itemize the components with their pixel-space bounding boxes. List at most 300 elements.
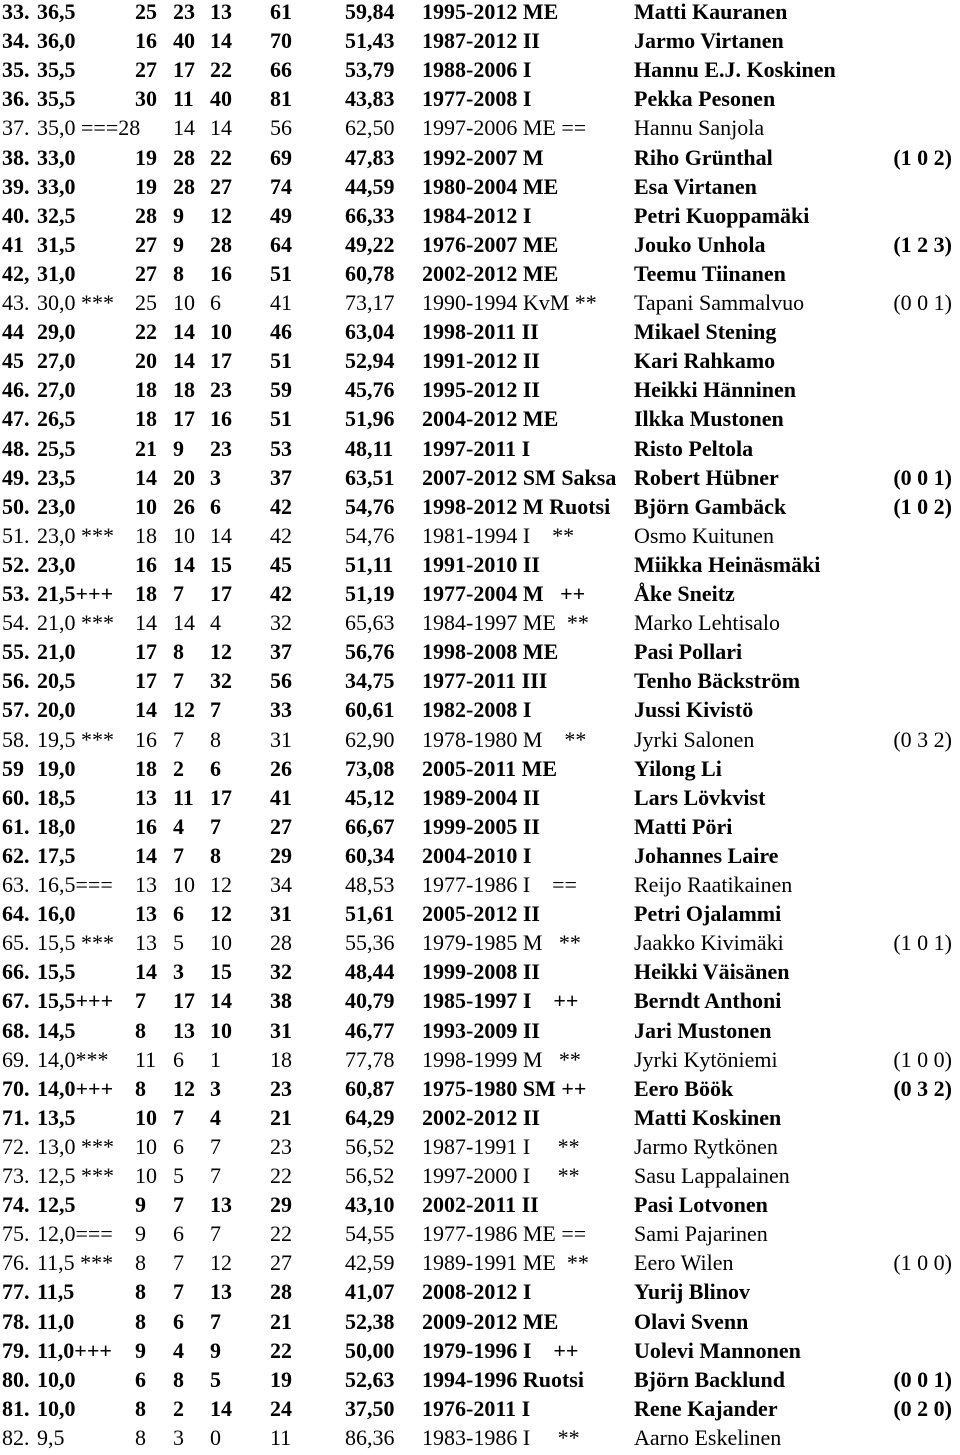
cell-n2: 9 <box>173 202 184 228</box>
cell-years: 2007-2012 SM Saksa <box>422 464 617 490</box>
cell-name: Yurij Blinov <box>634 1279 750 1305</box>
cell-n3: 5 <box>210 1366 221 1392</box>
cell-rank: 80. <box>2 1366 30 1392</box>
cell-n2: 12 <box>173 697 195 723</box>
cell-score: 33,0 <box>37 144 76 170</box>
cell-n3: 4 <box>210 610 221 636</box>
cell-rank: 35. <box>2 57 30 83</box>
cell-pct: 64,29 <box>345 1104 395 1130</box>
cell-score: 13,5 <box>37 1104 76 1130</box>
cell-games: 28 <box>270 1279 292 1305</box>
cell-pct: 65,63 <box>345 610 395 636</box>
cell-n1: 9 <box>135 1221 146 1247</box>
cell-pct: 66,33 <box>345 202 395 228</box>
cell-n2: 14 <box>173 319 195 345</box>
cell-name: Matti Koskinen <box>634 1104 782 1130</box>
cell-n2: 7 <box>173 1104 184 1130</box>
cell-years: 1977-1986 I == <box>422 872 577 897</box>
cell-score: 21,0 *** <box>37 610 114 636</box>
table-row <box>0 728 960 757</box>
cell-name: Sami Pajarinen <box>634 1221 768 1247</box>
cell-n1: 9 <box>135 1337 146 1363</box>
cell-n1: 27 <box>135 57 157 83</box>
cell-years: 1975-1980 SM ++ <box>422 1075 587 1101</box>
cell-games: 31 <box>270 726 292 752</box>
cell-pct: 42,59 <box>345 1250 395 1276</box>
cell-n1: 8 <box>135 1308 146 1334</box>
table-row <box>0 495 960 524</box>
table-row <box>0 815 960 844</box>
cell-rank: 54. <box>2 610 30 636</box>
cell-n1: 8 <box>135 1250 146 1276</box>
cell-name: Marko Lehtisalo <box>634 610 781 636</box>
cell-n2: 14 <box>173 551 195 577</box>
table-row <box>0 989 960 1018</box>
cell-n3: 23 <box>210 435 232 461</box>
cell-games: 32 <box>270 959 292 985</box>
cell-n1: 28 <box>135 202 157 228</box>
cell-years: 1988-2006 I <box>422 57 532 83</box>
cell-n2: 6 <box>173 1046 184 1072</box>
cell-score: 15,5 <box>37 959 76 985</box>
cell-name: Miikka Heinäsmäki <box>634 551 821 577</box>
cell-years: 2002-2012 ME <box>422 260 559 286</box>
cell-score: 36,5 <box>37 0 76 24</box>
cell-pct: 54,76 <box>345 493 395 519</box>
cell-n1: 8 <box>135 1075 146 1101</box>
cell-pct: 52,38 <box>345 1308 395 1334</box>
cell-games: 21 <box>270 1104 292 1130</box>
cell-score: 29,0 <box>37 319 76 345</box>
table-row <box>0 582 960 611</box>
cell-games: 31 <box>270 1017 292 1043</box>
cell-years: 1981-1994 I ** <box>422 522 575 548</box>
cell-games: 51 <box>270 260 292 286</box>
cell-n2: 17 <box>173 57 195 83</box>
cell-name: Jari Mustonen <box>634 1017 772 1043</box>
cell-n3: 40 <box>210 86 232 112</box>
cell-pct: 48,44 <box>345 959 395 985</box>
cell-n1: 10 <box>135 1104 157 1130</box>
cell-n3: 13 <box>210 1279 232 1305</box>
table-row <box>0 58 960 87</box>
cell-rank: 79. <box>2 1337 30 1363</box>
cell-games: 29 <box>270 1192 292 1218</box>
table-row <box>0 611 960 640</box>
cell-pct: 54,55 <box>345 1221 395 1247</box>
cell-games: 19 <box>270 1366 292 1392</box>
cell-n1: 27 <box>135 231 157 257</box>
cell-n1: 10 <box>135 493 157 519</box>
cell-n1: 14 <box>135 959 157 985</box>
table-row <box>0 466 960 495</box>
cell-pct: 73,17 <box>345 290 395 315</box>
table-row <box>0 437 960 466</box>
cell-name: Risto Peltola <box>634 435 754 461</box>
cell-name: Jyrki Kytöniemi <box>634 1046 778 1072</box>
cell-rank: 69. <box>2 1046 30 1072</box>
cell-rank: 60. <box>2 784 30 810</box>
cell-score: 16,0 <box>37 901 76 927</box>
cell-score: 21,0 <box>37 639 76 665</box>
cell-years: 1995-2012 II <box>422 377 540 403</box>
table-row <box>0 29 960 58</box>
cell-pct: 60,34 <box>345 842 395 868</box>
cell-name: Jaakko Kivimäki <box>634 930 784 956</box>
table-row <box>0 844 960 873</box>
cell-name: Sasu Lappalainen <box>634 1163 790 1188</box>
cell-games: 64 <box>270 231 292 257</box>
cell-years: 2008-2012 I <box>422 1279 532 1305</box>
cell-name: Pasi Pollari <box>634 639 743 665</box>
cell-score: 14,0*** <box>37 1046 109 1072</box>
cell-n3: 13 <box>210 0 232 24</box>
cell-score: 19,0 <box>37 755 76 781</box>
table-row <box>0 902 960 931</box>
cell-games: 74 <box>270 173 292 199</box>
cell-score: 21,5+++ <box>37 581 114 606</box>
table-row <box>0 640 960 669</box>
cell-score: 16,5=== <box>37 872 113 897</box>
cell-score: 12,0=== <box>37 1221 113 1247</box>
cell-score: 11,0 <box>37 1308 75 1334</box>
cell-name: Heikki Hänninen <box>634 377 797 403</box>
cell-rank: 48. <box>2 435 30 461</box>
table-row <box>0 1193 960 1222</box>
cell-score: 35,0 ===28 <box>37 115 141 141</box>
cell-n3: 10 <box>210 319 232 345</box>
cell-record: (0 3 2) <box>893 1075 952 1101</box>
cell-pct: 63,04 <box>345 319 395 345</box>
cell-name: Yilong Li <box>634 755 722 781</box>
cell-pct: 45,12 <box>345 784 395 810</box>
cell-n3: 27 <box>210 173 232 199</box>
cell-n1: 14 <box>135 610 157 636</box>
cell-pct: 73,08 <box>345 755 395 781</box>
cell-name: Jarmo Virtanen <box>634 28 784 54</box>
cell-n2: 7 <box>173 1279 184 1305</box>
cell-years: 1978-1980 M ** <box>422 726 587 752</box>
cell-pct: 51,43 <box>345 28 395 54</box>
cell-years: 1976-2011 I <box>422 1395 531 1421</box>
table-row <box>0 1397 960 1426</box>
cell-name: Mikael Stening <box>634 319 777 345</box>
cell-games: 59 <box>270 377 292 403</box>
cell-pct: 40,79 <box>345 988 395 1014</box>
cell-n3: 10 <box>210 1017 232 1043</box>
cell-name: Esa Virtanen <box>634 173 757 199</box>
cell-pct: 86,36 <box>345 1424 395 1450</box>
cell-games: 11 <box>270 1424 292 1450</box>
cell-years: 1983-1986 I ** <box>422 1424 580 1450</box>
cell-name: Tenho Bäckström <box>634 668 801 694</box>
cell-years: 1976-2007 ME <box>422 231 559 257</box>
table-row <box>0 175 960 204</box>
cell-score: 15,5 *** <box>37 930 114 956</box>
cell-pct: 48,53 <box>345 872 395 897</box>
cell-years: 2005-2012 II <box>422 901 540 927</box>
cell-name: Aarno Eskelinen <box>634 1424 782 1450</box>
cell-rank: 64. <box>2 901 30 927</box>
cell-score: 14,0+++ <box>37 1075 114 1101</box>
cell-n3: 7 <box>210 1308 221 1334</box>
table-row <box>0 146 960 175</box>
cell-name: Berndt Anthoni <box>634 988 782 1014</box>
cell-games: 31 <box>270 901 292 927</box>
cell-games: 81 <box>270 86 292 112</box>
table-row <box>0 1280 960 1309</box>
cell-years: 1998-1999 M ** <box>422 1046 581 1072</box>
cell-name: Jyrki Salonen <box>634 726 755 752</box>
cell-name: Robert Hübner <box>634 464 779 490</box>
cell-score: 23,5 <box>37 464 76 490</box>
cell-games: 53 <box>270 435 292 461</box>
cell-score: 13,0 *** <box>37 1133 114 1159</box>
cell-score: 33,0 <box>37 173 76 199</box>
cell-record: (0 0 1) <box>893 464 952 490</box>
cell-n1: 14 <box>135 842 157 868</box>
cell-n1: 13 <box>135 901 157 927</box>
cell-rank: 45 <box>2 348 24 374</box>
cell-n1: 10 <box>135 1163 157 1188</box>
cell-score: 30,0 *** <box>37 290 114 315</box>
table-row <box>0 1339 960 1368</box>
cell-pct: 52,63 <box>345 1366 395 1392</box>
cell-name: Petri Ojalammi <box>634 901 782 927</box>
table-row <box>0 116 960 145</box>
cell-n3: 12 <box>210 1250 232 1276</box>
cell-n3: 12 <box>210 901 232 927</box>
cell-games: 42 <box>270 522 292 548</box>
cell-rank: 74. <box>2 1192 30 1218</box>
cell-pct: 56,76 <box>345 639 395 665</box>
cell-n1: 10 <box>135 1133 157 1159</box>
cell-record: (1 0 2) <box>893 493 952 519</box>
cell-n3: 22 <box>210 57 232 83</box>
cell-n1: 16 <box>135 813 157 839</box>
cell-n3: 15 <box>210 959 232 985</box>
cell-n3: 14 <box>210 28 232 54</box>
cell-n1: 27 <box>135 260 157 286</box>
cell-pct: 51,11 <box>345 551 394 577</box>
cell-n3: 16 <box>210 406 232 432</box>
cell-games: 46 <box>270 319 292 345</box>
cell-name: Teemu Tiinanen <box>634 260 786 286</box>
cell-rank: 55. <box>2 639 30 665</box>
cell-rank: 44 <box>2 319 24 345</box>
table-row <box>0 1019 960 1048</box>
cell-n2: 17 <box>173 988 195 1014</box>
cell-record: (0 2 0) <box>893 1395 952 1421</box>
cell-n3: 1 <box>210 1046 221 1072</box>
cell-rank: 51. <box>2 522 30 548</box>
cell-n3: 17 <box>210 581 232 606</box>
cell-name: Matti Pöri <box>634 813 733 839</box>
cell-n3: 14 <box>210 988 232 1014</box>
cell-years: 1977-1986 ME == <box>422 1221 587 1247</box>
cell-years: 1998-2008 ME <box>422 639 559 665</box>
cell-years: 1977-2008 I <box>422 86 532 112</box>
cell-n1: 8 <box>135 1017 146 1043</box>
cell-name: Åke Sneitz <box>634 581 735 606</box>
cell-rank: 46. <box>2 377 30 403</box>
cell-n3: 3 <box>210 464 221 490</box>
cell-name: Pasi Lotvonen <box>634 1192 768 1218</box>
table-row <box>0 291 960 320</box>
table-row <box>0 1368 960 1397</box>
cell-games: 28 <box>270 930 292 956</box>
cell-years: 1987-2012 II <box>422 28 540 54</box>
cell-score: 14,5 <box>37 1017 76 1043</box>
cell-n1: 8 <box>135 1424 146 1450</box>
cell-pct: 52,94 <box>345 348 395 374</box>
cell-pct: 77,78 <box>345 1046 395 1072</box>
cell-n3: 8 <box>210 842 221 868</box>
cell-score: 27,0 <box>37 377 76 403</box>
cell-pct: 47,83 <box>345 144 395 170</box>
cell-rank: 71. <box>2 1104 30 1130</box>
cell-n1: 9 <box>135 1192 146 1218</box>
cell-pct: 37,50 <box>345 1395 395 1421</box>
cell-n3: 6 <box>210 493 221 519</box>
cell-score: 15,5+++ <box>37 988 114 1014</box>
cell-n2: 4 <box>173 813 184 839</box>
cell-n2: 8 <box>173 1366 184 1392</box>
cell-n2: 23 <box>173 0 195 24</box>
cell-years: 2004-2012 ME <box>422 406 559 432</box>
cell-score: 10,0 <box>37 1366 76 1392</box>
cell-games: 33 <box>270 697 292 723</box>
cell-games: 26 <box>270 755 292 781</box>
cell-n2: 11 <box>173 784 194 810</box>
cell-games: 34 <box>270 872 292 897</box>
cell-n2: 2 <box>173 1395 184 1421</box>
cell-n1: 14 <box>135 464 157 490</box>
cell-games: 51 <box>270 406 292 432</box>
cell-games: 45 <box>270 551 292 577</box>
cell-rank: 49. <box>2 464 30 490</box>
cell-years: 1999-2005 II <box>422 813 540 839</box>
cell-years: 1991-2012 II <box>422 348 540 374</box>
cell-pct: 53,79 <box>345 57 395 83</box>
table-row <box>0 320 960 349</box>
cell-pct: 60,87 <box>345 1075 395 1101</box>
table-row <box>0 1048 960 1077</box>
cell-n2: 8 <box>173 260 184 286</box>
cell-n2: 26 <box>173 493 195 519</box>
cell-name: Osmo Kuitunen <box>634 522 774 548</box>
cell-n3: 6 <box>210 290 221 315</box>
cell-years: 1989-2004 II <box>422 784 540 810</box>
cell-score: 12,5 *** <box>37 1163 114 1188</box>
table-row <box>0 1106 960 1135</box>
cell-n3: 3 <box>210 1075 221 1101</box>
cell-n3: 7 <box>210 813 221 839</box>
cell-n2: 17 <box>173 406 195 432</box>
cell-rank: 47. <box>2 406 30 432</box>
cell-years: 1980-2004 ME <box>422 173 559 199</box>
cell-rank: 68. <box>2 1017 30 1043</box>
cell-score: 20,0 <box>37 697 76 723</box>
cell-name: Hannu E.J. Koskinen <box>634 57 836 83</box>
cell-pct: 51,61 <box>345 901 395 927</box>
table-row <box>0 1222 960 1251</box>
cell-games: 22 <box>270 1337 292 1363</box>
cell-name: Riho Grünthal <box>634 144 773 170</box>
cell-n3: 4 <box>210 1104 221 1130</box>
cell-n3: 14 <box>210 1395 232 1421</box>
cell-score: 18,0 <box>37 813 76 839</box>
cell-pct: 43,10 <box>345 1192 395 1218</box>
cell-rank: 65. <box>2 930 30 956</box>
cell-rank: 81. <box>2 1395 30 1421</box>
cell-n2: 12 <box>173 1075 195 1101</box>
cell-record: (0 0 1) <box>893 1366 952 1392</box>
cell-rank: 73. <box>2 1163 30 1188</box>
cell-n3: 6 <box>210 755 221 781</box>
cell-n3: 22 <box>210 144 232 170</box>
cell-n2: 9 <box>173 435 184 461</box>
cell-pct: 60,78 <box>345 260 395 286</box>
table-row <box>0 931 960 960</box>
cell-years: 1997-2000 I ** <box>422 1163 580 1188</box>
cell-n1: 17 <box>135 639 157 665</box>
cell-years: 1998-2011 II <box>422 319 539 345</box>
cell-pct: 62,90 <box>345 726 395 752</box>
cell-n2: 7 <box>173 1192 184 1218</box>
cell-pct: 59,84 <box>345 0 395 24</box>
cell-pct: 54,76 <box>345 522 395 548</box>
cell-years: 2004-2010 I <box>422 842 532 868</box>
cell-score: 26,5 <box>37 406 76 432</box>
cell-score: 35,5 <box>37 86 76 112</box>
table-row <box>0 698 960 727</box>
cell-n2: 10 <box>173 872 195 897</box>
cell-years: 1999-2008 II <box>422 959 540 985</box>
cell-n2: 3 <box>173 959 184 985</box>
cell-score: 23,0 *** <box>37 522 114 548</box>
cell-pct: 45,76 <box>345 377 395 403</box>
cell-games: 18 <box>270 1046 292 1072</box>
cell-n3: 7 <box>210 1163 221 1188</box>
cell-n2: 14 <box>173 348 195 374</box>
cell-n1: 22 <box>135 319 157 345</box>
cell-pct: 51,96 <box>345 406 395 432</box>
cell-name: Björn Gambäck <box>634 493 787 519</box>
cell-score: 23,0 <box>37 551 76 577</box>
cell-games: 22 <box>270 1221 292 1247</box>
cell-n1: 16 <box>135 551 157 577</box>
cell-score: 12,5 <box>37 1192 76 1218</box>
cell-n1: 13 <box>135 784 157 810</box>
cell-n1: 13 <box>135 930 157 956</box>
cell-name: Uolevi Mannonen <box>634 1337 801 1363</box>
cell-pct: 43,83 <box>345 86 395 112</box>
cell-n1: 21 <box>135 435 157 461</box>
cell-pct: 56,52 <box>345 1133 395 1159</box>
cell-score: 11,5 <box>37 1279 75 1305</box>
cell-name: Eero Wilen <box>634 1250 734 1276</box>
cell-name: Petri Kuoppamäki <box>634 202 810 228</box>
cell-years: 1977-2011 III <box>422 668 548 694</box>
cell-years: 1997-2006 ME == <box>422 115 587 141</box>
cell-score: 23,0 <box>37 493 76 519</box>
cell-pct: 49,22 <box>345 231 395 257</box>
cell-years: 1982-2008 I <box>422 697 532 723</box>
cell-score: 10,0 <box>37 1395 76 1421</box>
cell-n3: 32 <box>210 668 232 694</box>
cell-games: 37 <box>270 639 292 665</box>
